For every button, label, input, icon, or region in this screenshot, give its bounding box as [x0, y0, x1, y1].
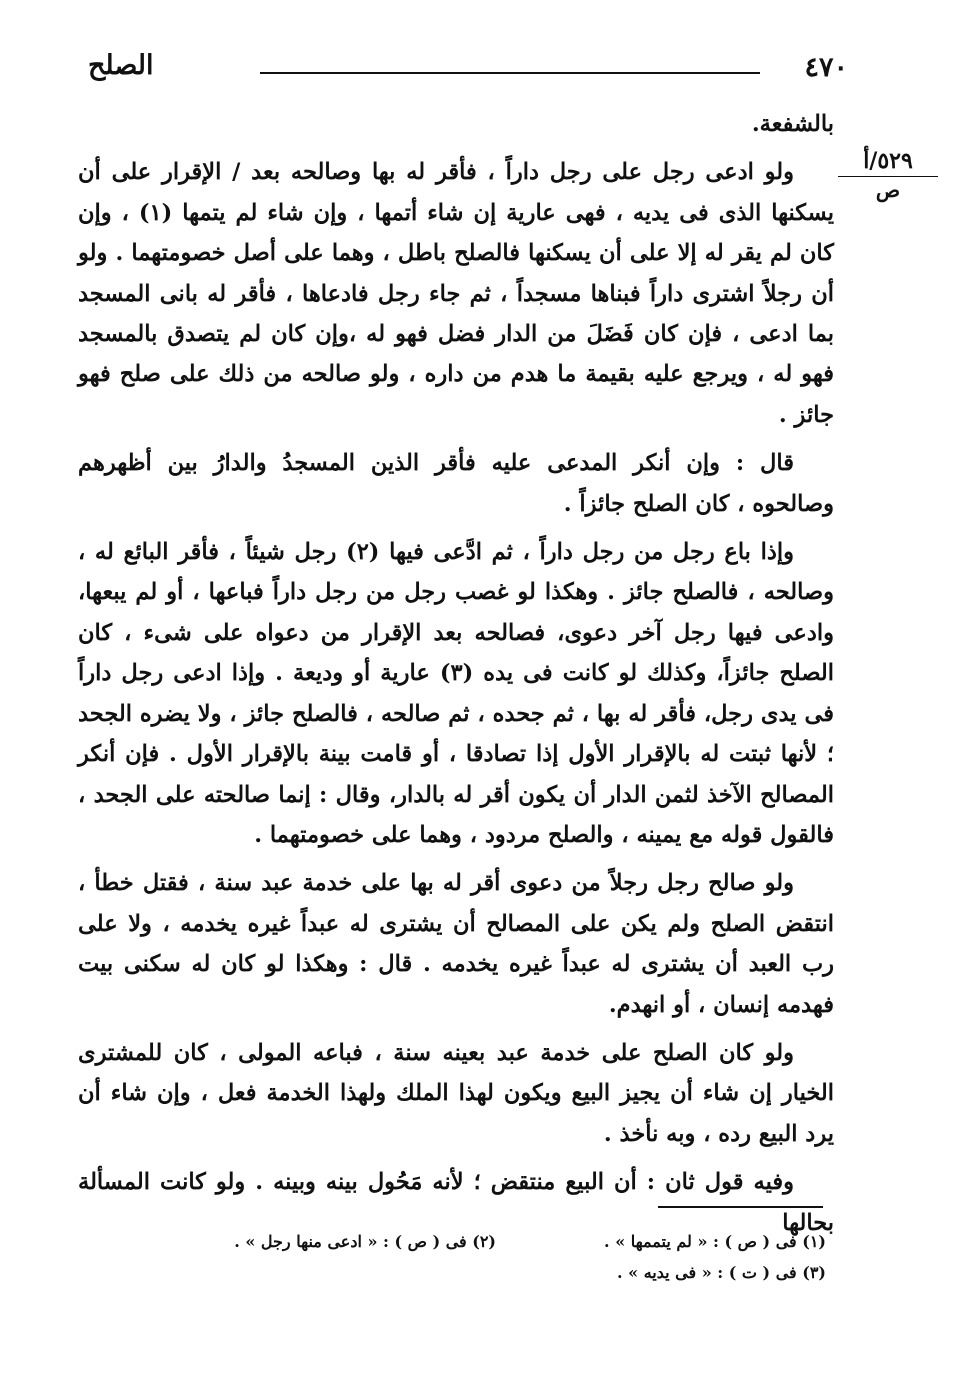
- manuscript-folio-marker: [838, 148, 938, 203]
- header-rule: [260, 72, 760, 74]
- paragraph: ولو كان الصلح على خدمة عبد بعينه سنة ، فباعه المولى ، كان للمشترى الخيار إن شاء أن يجيز البيع ويكون لهذا الملك ولهذا الخدمة فعل ، وإن شاء أن يرد البيع رده ، وبه نأخذ .: [78, 1039, 834, 1147]
- footnotes: [200, 1226, 826, 1288]
- paragraph: وإذا باع رجل من رجل داراً ، ثم ادَّعى فيها (٢) رجل شيئاً ، فأقر البائع له ، وصالحه ، فالصلح جائز . وهكذا لو غصب رجل من رجل داراً فباعها ، أو لم يبعها، وادعى فيها رجل آخر دعوى، فصالحه بعد الإقرار من دعواه على شىء ، كان الصلح جائزاً، وكذلك لو كانت فى يده (٣) عارية أو وديعة . وإذا ادعى رجل داراً فى يدى رجل، فأقر له بها ، ثم جحده ، ثم صالحه ، فالصلح جائز ، ولا يضره الجحد ؛ لأنها ثبتت له بالإقرار الأول إذا تصادقا ، أو قامت بينة بالإقرار الأول . فإن أنكر المصالح الآخذ لثمن الدار أن يكون أقر له بالدار، وقال : إنما صالحته على الجحد ، فالقول قوله مع يمينه ، والصلح مردود ، وهما على خصومتهما .: [78, 539, 834, 848]
- footnote-2: (٢) فى ( ص ) : « ادعى منها رجل » .: [234, 1232, 496, 1251]
- main-text: [78, 104, 834, 1251]
- running-header: [88, 52, 848, 92]
- folio-number: ٥٢٩/أ: [838, 148, 938, 177]
- chapter-title: الصلح: [88, 50, 154, 81]
- paragraph: وفيه قول ثان : أن البيع منتقض ؛ لأنه مَحُول بينه وبينه . ولو كانت المسألة بحالها: [78, 1169, 834, 1236]
- paragraph: ولو صالح رجل رجلاً من دعوى أقر له بها على خدمة عبد سنة ، فقتل خطأ ، انتقض الصلح ولم يكن على المصالح أن يشترى له عبداً غيره يخدمه ، ولا على رب العبد أن يشترى له عبداً غيره يخدمه . قال : وهكذا لو كان له سكنى بيت فهدمه إنسان ، أو انهدم.: [78, 870, 834, 1018]
- footnote-separator: [658, 1206, 823, 1208]
- manuscript-siglum: ص: [875, 178, 901, 202]
- paragraph: ولو ادعى رجل على رجل داراً ، فأقر له بها وصالحه بعد / الإقرار على أن يسكنها الذى فى يديه ، فهى عارية إن شاء أتمها ، وإن شاء لم يتمها (١) ، وإن كان لم يقر له إلا على أن يسكنها فالصلح باطل ، وهما على أصل خصومتهما . ولو أن رجلاً اشترى داراً فبناها مسجداً ، ثم جاء رجل فادعاها ، فأقر له بانى المسجد بما ادعى ، فإن كان فَضَلَ من الدار فضل فهو له ،وإن كان لم يتصدق بالمسجد فهو له ، ويرجع عليه بقيمة ما هدم من داره ، ولو صالحه من ذلك على صلح فهو جائز .: [78, 159, 834, 428]
- paragraph-continuation: بالشفعة.: [751, 111, 834, 137]
- footnote-1: (١) فى ( ص ) : « لم يتممها » .: [604, 1232, 826, 1251]
- page-number: ٤٧٠: [804, 52, 848, 83]
- footnote-3: (٣) فى ( ت ) : « فى يديه » .: [617, 1263, 826, 1282]
- paragraph: قال : وإن أنكر المدعى عليه فأقر الذين المسجدُ والدارُ بين أظهرهم وصالحوه ، كان الصلح جائزاً .: [78, 450, 834, 517]
